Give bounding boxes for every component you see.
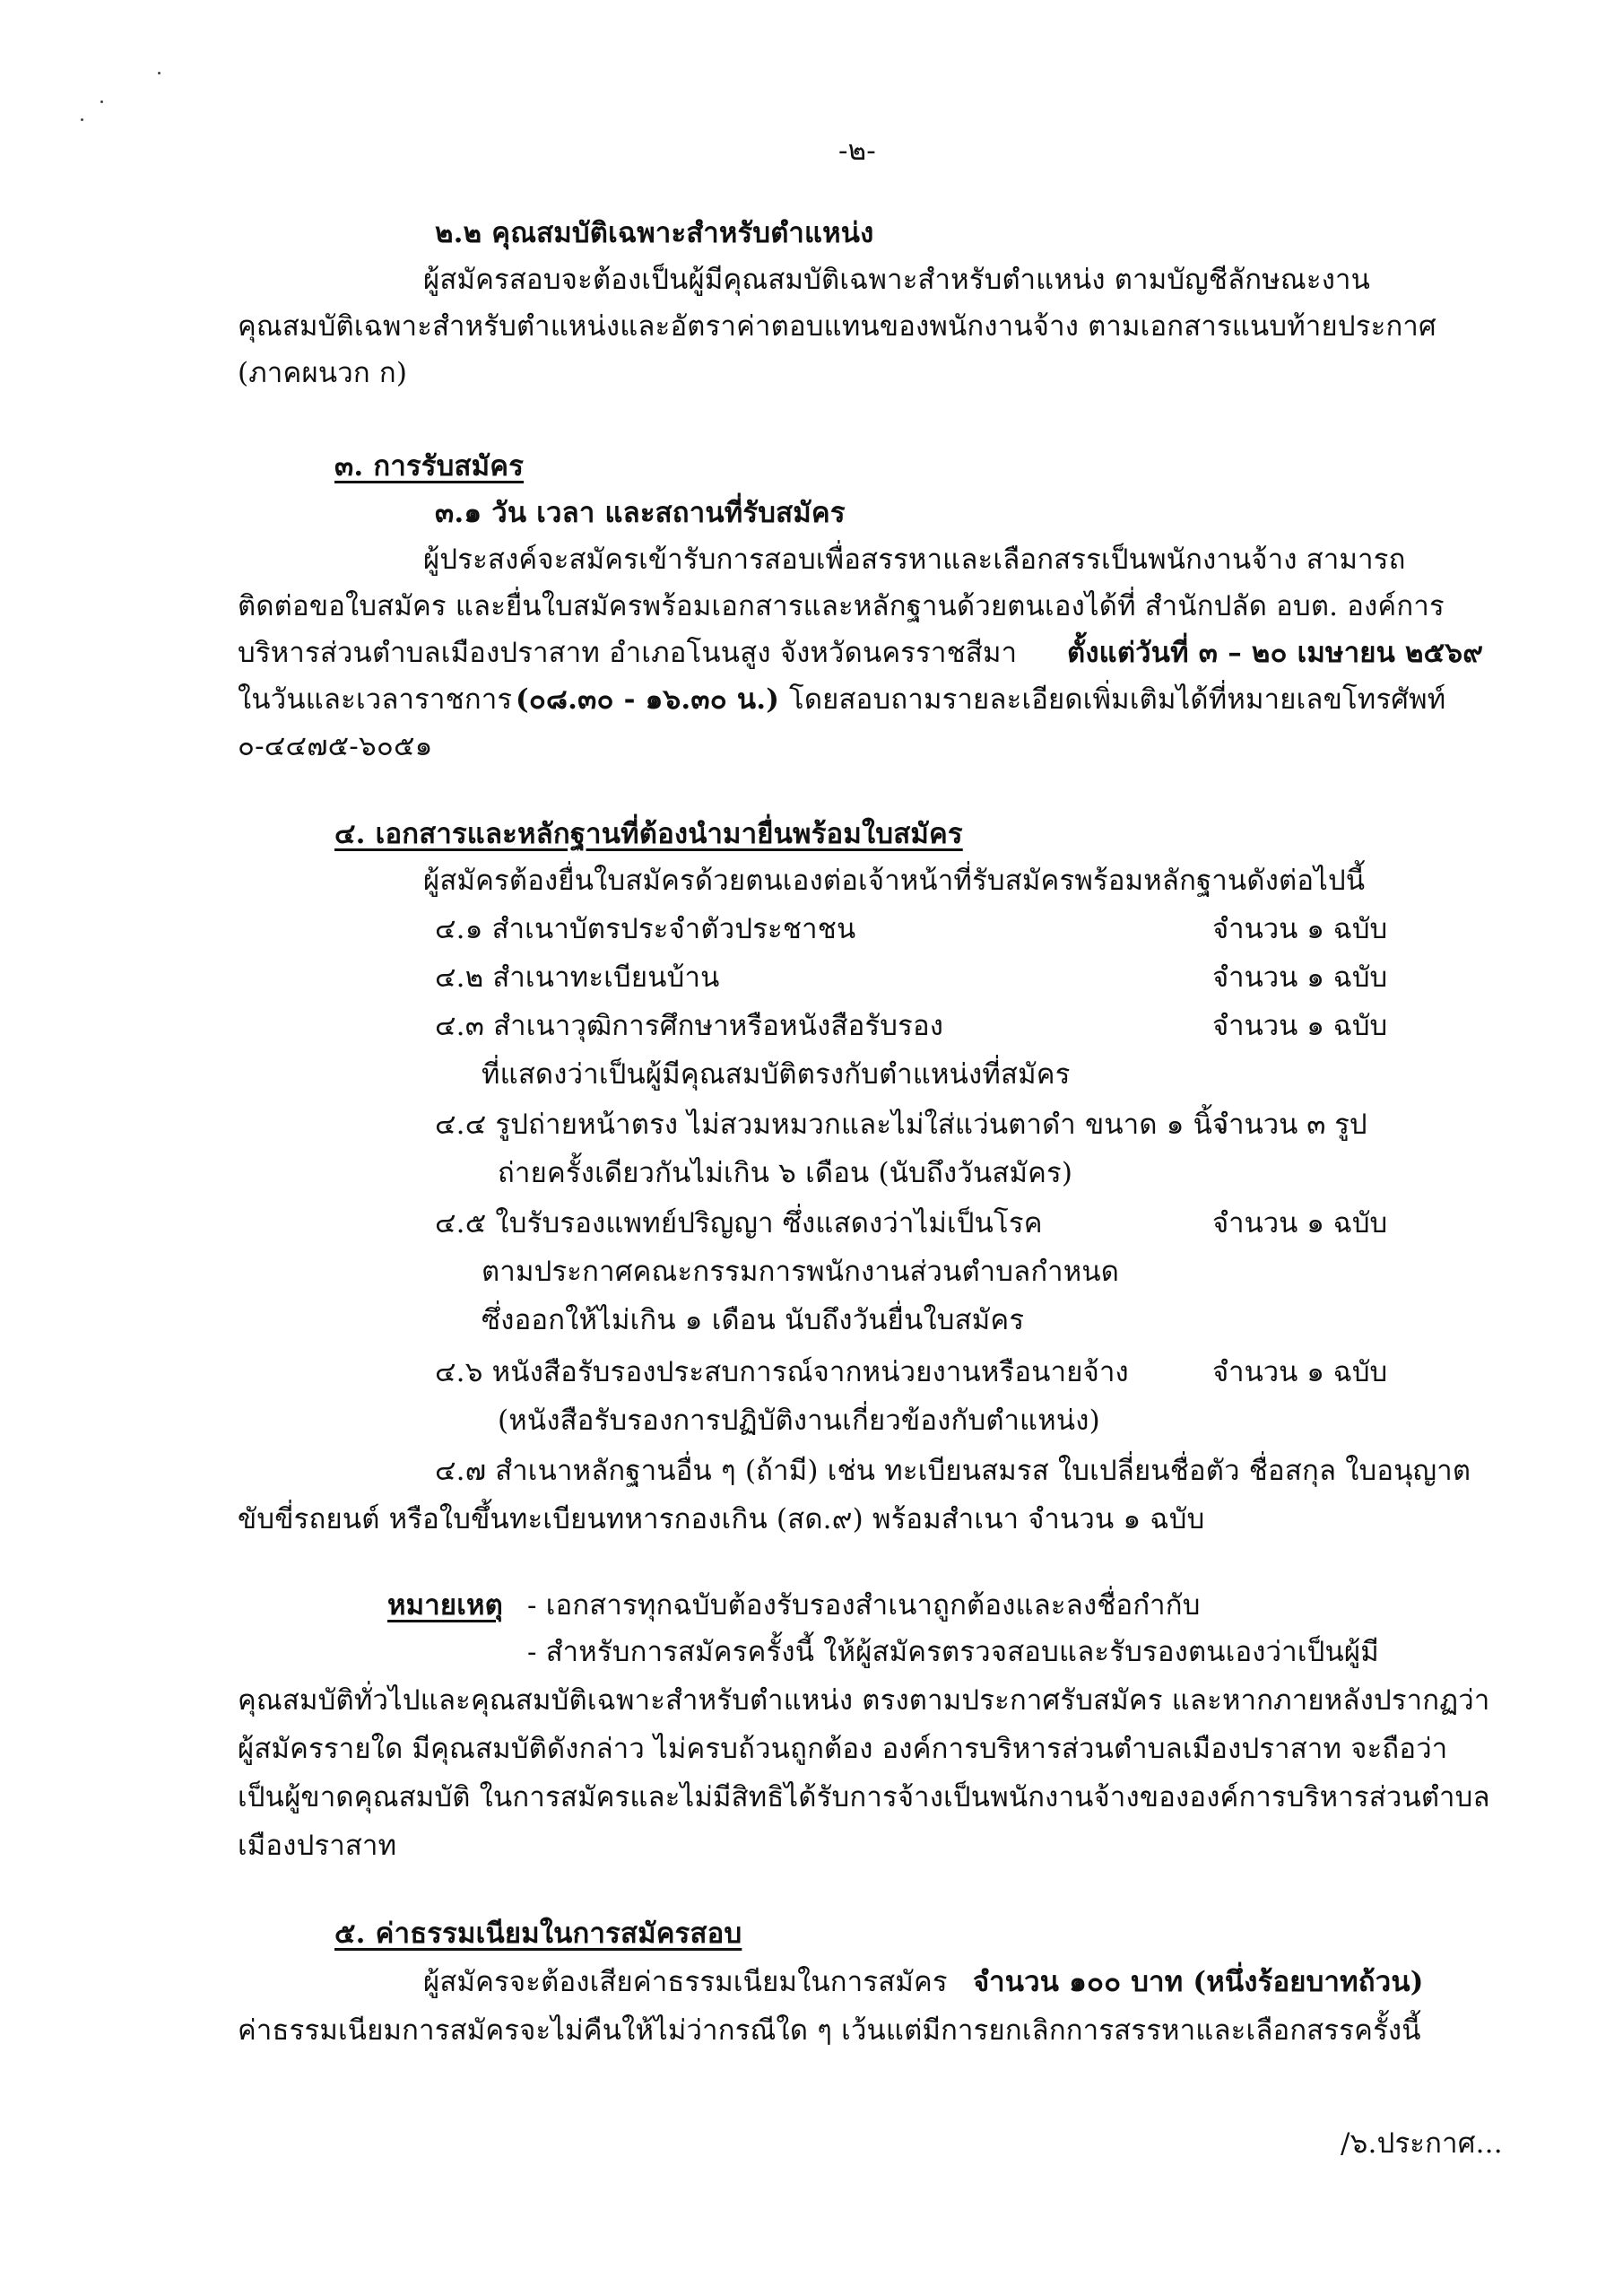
fee-refund-line: ค่าธรรมเนียมการสมัครจะไม่คืนให้ไม่ว่ากรณีใด ๆ เว้นแต่มีการยกเลิกการสรรหาและเลือกสรรครั้งนี้ bbox=[238, 2014, 1421, 2047]
remarks-line: ผู้สมัครรายใด มีคุณสมบัติดังกล่าว ไม่ครบถ้วนถูกต้อง องค์การบริหารส่วนตำบลเมืองปราสาท จะถือว่า bbox=[238, 1733, 1448, 1765]
document-item-label: ๔.๑ สำเนาบัตรประจำตัวประชาชน bbox=[435, 913, 856, 945]
document-item-copies: จำนวน ๑ ฉบับ bbox=[1212, 961, 1388, 994]
document-item-label: ๔.๓ สำเนาวุฒิการศึกษาหรือหนังสือรับรอง bbox=[435, 1010, 944, 1042]
scan-speck bbox=[81, 118, 83, 121]
remarks-line: เมืองปราสาท bbox=[238, 1830, 397, 1862]
fee-amount: จำนวน ๑๐๐ บาท (หนึ่งร้อยบาทถ้วน) bbox=[973, 1966, 1424, 1998]
paragraph-line: โดยสอบถามรายละเอียดเพิ่มเติมได้ที่หมายเลขโทรศัพท์ bbox=[789, 683, 1446, 716]
remarks-line: - เอกสารทุกฉบับต้องรับรองสำเนาถูกต้องและลงชื่อกำกับ bbox=[527, 1589, 1201, 1622]
continuation-marker: /๖.ประกาศ... bbox=[1341, 2127, 1503, 2160]
document-item-label: ๔.๕ ใบรับรองแพทย์ปริญญา ซึ่งแสดงว่าไม่เป็นโรค bbox=[435, 1207, 1043, 1239]
application-dates: ตั้งแต่วันที่ ๓ – ๒๐ เมษายน ๒๕๖๙ bbox=[1067, 637, 1484, 669]
fee-line: ผู้สมัครจะต้องเสียค่าธรรมเนียมในการสมัคร bbox=[423, 1966, 948, 1998]
document-item-copies: จำนวน ๑ ฉบับ bbox=[1212, 1207, 1388, 1239]
paragraph-line: ติดต่อขอใบสมัคร และยื่นใบสมัครพร้อมเอกสารและหลักฐานด้วยตนเองได้ที่ สำนักปลัด อบต. องค์การ bbox=[238, 590, 1445, 622]
section-3-heading: ๓. การรับสมัคร bbox=[334, 450, 525, 483]
phone-number: ๐-๔๔๗๕-๖๐๕๑ bbox=[238, 730, 433, 762]
paragraph-line: ผู้ประสงค์จะสมัครเข้ารับการสอบเพื่อสรรหาและเลือกสรรเป็นพนักงานจ้าง สามารถ bbox=[423, 544, 1406, 576]
document-item-continuation: ตามประกาศคณะกรรมการพนักงานส่วนตำบลกำหนด bbox=[482, 1256, 1120, 1288]
document-item-label: ๔.๖ หนังสือรับรองประสบการณ์จากหน่วยงานหรือนายจ้าง bbox=[435, 1356, 1129, 1388]
remarks-line: คุณสมบัติทั่วไปและคุณสมบัติเฉพาะสำหรับตำแหน่ง ตรงตามประกาศรับสมัคร และหากภายหลังปรากฏว่า bbox=[238, 1684, 1490, 1717]
document-item-copies: จำนวน ๑ ฉบับ bbox=[1212, 1356, 1388, 1388]
document-item-4-7: ขับขี่รถยนต์ หรือใบขึ้นทะเบียนทหารกองเกิน (สด.๙) พร้อมสำเนา จำนวน ๑ ฉบับ bbox=[238, 1503, 1205, 1535]
document-item-4-7: ๔.๗ สำเนาหลักฐานอื่น ๆ (ถ้ามี) เช่น ทะเบียนสมรส ใบเปลี่ยนชื่อตัว ชื่อสกุล ใบอนุญาต bbox=[435, 1455, 1471, 1487]
paragraph-line: ในวันและเวลาราชการ bbox=[238, 683, 513, 716]
remarks-line: - สำหรับการสมัครครั้งนี้ ให้ผู้สมัครตรวจสอบและรับรองตนเองว่าเป็นผู้มี bbox=[527, 1636, 1379, 1668]
office-hours: (๐๘.๓๐ - ๑๖.๓๐ น.) bbox=[516, 683, 780, 716]
document-item-continuation: (หนังสือรับรองการปฏิบัติงานเกี่ยวข้องกับตำแหน่ง) bbox=[498, 1405, 1100, 1437]
document-item-copies: จำนวน ๑ ฉบับ bbox=[1212, 1010, 1388, 1042]
section-3-1-heading: ๓.๑ วัน เวลา และสถานที่รับสมัคร bbox=[435, 497, 846, 529]
document-item-label: ๔.๒ สำเนาทะเบียนบ้าน bbox=[435, 961, 720, 994]
document-item-label: ๔.๔ รูปถ่ายหน้าตรง ไม่สวมหมวกและไม่ใส่แว่นตาดำ ขนาด ๑ นิ้ว bbox=[435, 1109, 1228, 1141]
document-item-continuation: ซึ่งออกให้ไม่เกิน ๑ เดือน นับถึงวันยื่นใบสมัคร bbox=[482, 1304, 1025, 1336]
section-5-heading: ๕. ค่าธรรมเนียมในการสมัครสอบ bbox=[334, 1918, 742, 1950]
section-2-2-heading: ๒.๒ คุณสมบัติเฉพาะสำหรับตำแหน่ง bbox=[435, 217, 874, 249]
paragraph-line: คุณสมบัติเฉพาะสำหรับตำแหน่งและอัตราค่าตอบแทนของพนักงานจ้าง ตามเอกสารแนบท้ายประกาศ bbox=[238, 310, 1436, 343]
document-item-copies: จำนวน ๓ รูป bbox=[1212, 1109, 1367, 1141]
document-item-copies: จำนวน ๑ ฉบับ bbox=[1212, 913, 1388, 945]
section-4-heading: ๔. เอกสารและหลักฐานที่ต้องนำมายื่นพร้อมใบสมัคร bbox=[334, 818, 963, 850]
paragraph-line: ผู้สมัครสอบจะต้องเป็นผู้มีคุณสมบัติเฉพาะสำหรับตำแหน่ง ตามบัญชีลักษณะงาน bbox=[423, 264, 1371, 296]
paragraph-line: บริหารส่วนตำบลเมืองปราสาท อำเภอโนนสูง จังหวัดนครราชสีมา bbox=[238, 637, 1018, 669]
scan-speck bbox=[100, 100, 103, 103]
paragraph-line: (ภาคผนวก ก) bbox=[238, 357, 408, 389]
document-item-continuation: ถ่ายครั้งเดียวกันไม่เกิน ๖ เดือน (นับถึงวันสมัคร) bbox=[498, 1157, 1073, 1189]
remarks-label: หมายเหตุ bbox=[387, 1589, 504, 1622]
page-number: -๒- bbox=[838, 135, 876, 167]
document-item-continuation: ที่แสดงว่าเป็นผู้มีคุณสมบัติตรงกับตำแหน่งที่สมัคร bbox=[482, 1058, 1071, 1091]
scan-speck bbox=[158, 72, 161, 74]
remarks-line: เป็นผู้ขาดคุณสมบัติ ในการสมัครและไม่มีสิทธิได้รับการจ้างเป็นพนักงานจ้างขององค์การบริหารส่วนตำบล bbox=[238, 1781, 1490, 1813]
section-4-intro: ผู้สมัครต้องยื่นใบสมัครด้วยตนเองต่อเจ้าหน้าที่รับสมัครพร้อมหลักฐานดังต่อไปนี้ bbox=[423, 865, 1366, 897]
